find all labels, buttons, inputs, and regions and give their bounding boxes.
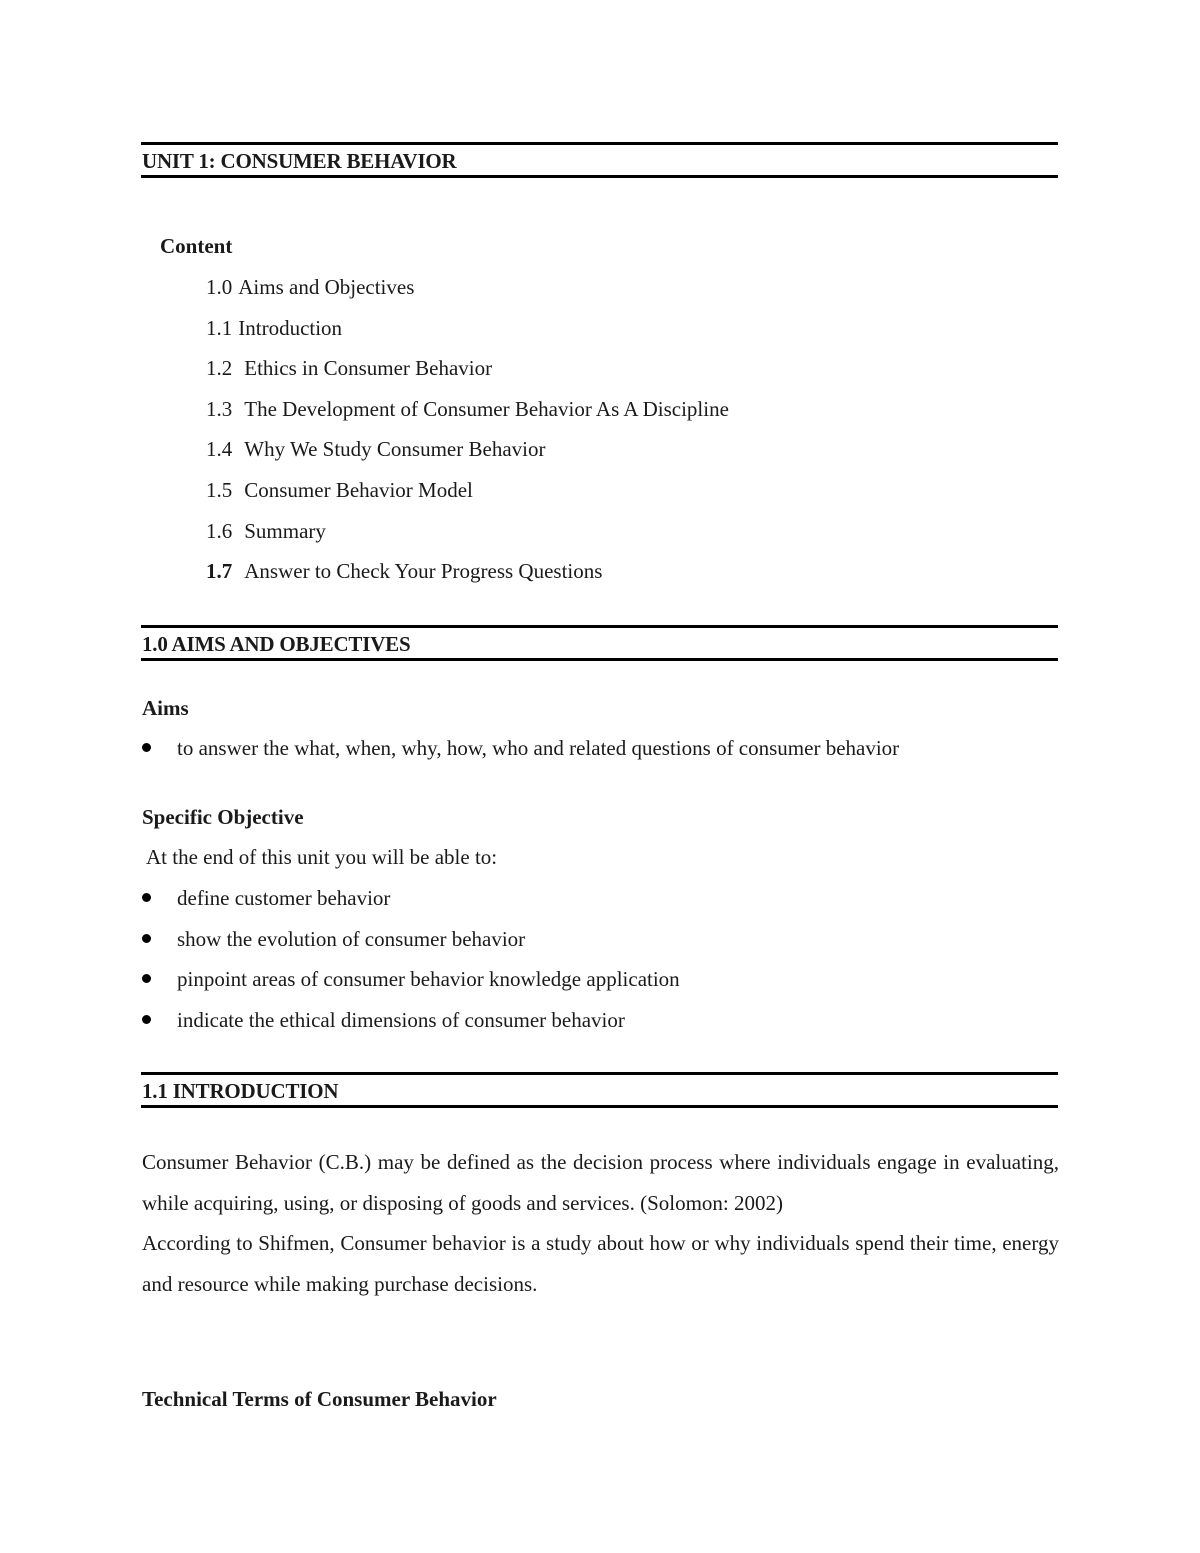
list-item-text: show the evolution of consumer behavior (177, 926, 526, 951)
list-item (142, 1008, 680, 1049)
table-of-contents (206, 275, 729, 600)
list-item (142, 927, 680, 968)
list-item-text: indicate the ethical dimensions of consumer behavior (177, 1007, 625, 1032)
toc-number: 1.3 (206, 396, 233, 421)
aims-title: Aims (142, 696, 189, 720)
objective-title: Specific Objective (142, 805, 304, 829)
toc-item (206, 397, 729, 438)
bullet-icon (142, 893, 151, 902)
aims-list (142, 736, 899, 777)
paragraph: Consumer Behavior (C.B.) may be defined as the decision process where individuals engage in evaluating, while acquiring, using, or disposing of goods and services. (Solomon: 2002) (142, 1150, 1059, 1215)
heading-rule-top (141, 1072, 1058, 1075)
technical-terms-heading: Technical Terms of Consumer Behavior (142, 1387, 497, 1411)
paragraph: According to Shifmen, Consumer behavior is a study about how or why individuals spend their time, energy and resource while making purchase decisions. (142, 1231, 1059, 1297)
heading-rule-bottom (141, 175, 1058, 178)
list-item-text: pinpoint areas of consumer behavior knowledge application (177, 967, 680, 991)
heading-rule-bottom (141, 1105, 1058, 1108)
heading-rule-bottom (141, 658, 1058, 661)
section-heading-introduction: 1.1 INTRODUCTION (142, 1079, 339, 1103)
toc-item (206, 356, 729, 397)
toc-number: 1.7 (206, 559, 233, 584)
toc-number: 1.6 (206, 518, 233, 543)
bullet-icon (142, 1015, 151, 1024)
bullet-icon (142, 974, 151, 983)
objectives-list (142, 886, 680, 1048)
toc-label: Answer to Check Your Progress Questions (244, 559, 603, 584)
toc-item (206, 559, 729, 600)
toc-number: 1.5 (206, 477, 233, 502)
toc-item (206, 478, 729, 519)
list-item (142, 886, 680, 927)
list-item-text: to answer the what, when, why, how, who and related questions of consumer behavior (177, 736, 900, 760)
section-heading-aims-objectives: 1.0 AIMS AND OBJECTIVES (142, 632, 411, 656)
toc-label: The Development of Consumer Behavior As A Discipline (244, 396, 729, 421)
heading-rule-top (141, 142, 1058, 145)
toc-label: Aims and Objectives (238, 275, 415, 299)
bullet-icon (142, 743, 151, 752)
heading-rule-top (141, 625, 1058, 628)
toc-label: Ethics in Consumer Behavior (244, 356, 493, 381)
toc-label: Introduction (238, 315, 343, 340)
toc-number: 1.0 (206, 275, 233, 299)
toc-item (206, 275, 729, 316)
toc-label: Consumer Behavior Model (244, 477, 473, 502)
list-item (142, 967, 680, 1008)
toc-label: Summary (244, 518, 326, 543)
bullet-icon (142, 934, 151, 943)
list-item-text: define customer behavior (177, 886, 391, 910)
toc-label: Why We Study Consumer Behavior (244, 437, 546, 462)
objective-lead: At the end of this unit you will be able to: (146, 845, 498, 869)
toc-item (206, 519, 729, 560)
list-item (142, 736, 899, 777)
toc-item (206, 316, 729, 357)
toc-item (206, 437, 729, 478)
toc-number: 1.1 (206, 315, 233, 340)
content-title: Content (160, 234, 233, 258)
introduction-body (142, 1142, 1059, 1305)
toc-number: 1.4 (206, 437, 233, 462)
unit-heading: UNIT 1: CONSUMER BEHAVIOR (142, 149, 457, 173)
toc-number: 1.2 (206, 356, 233, 381)
